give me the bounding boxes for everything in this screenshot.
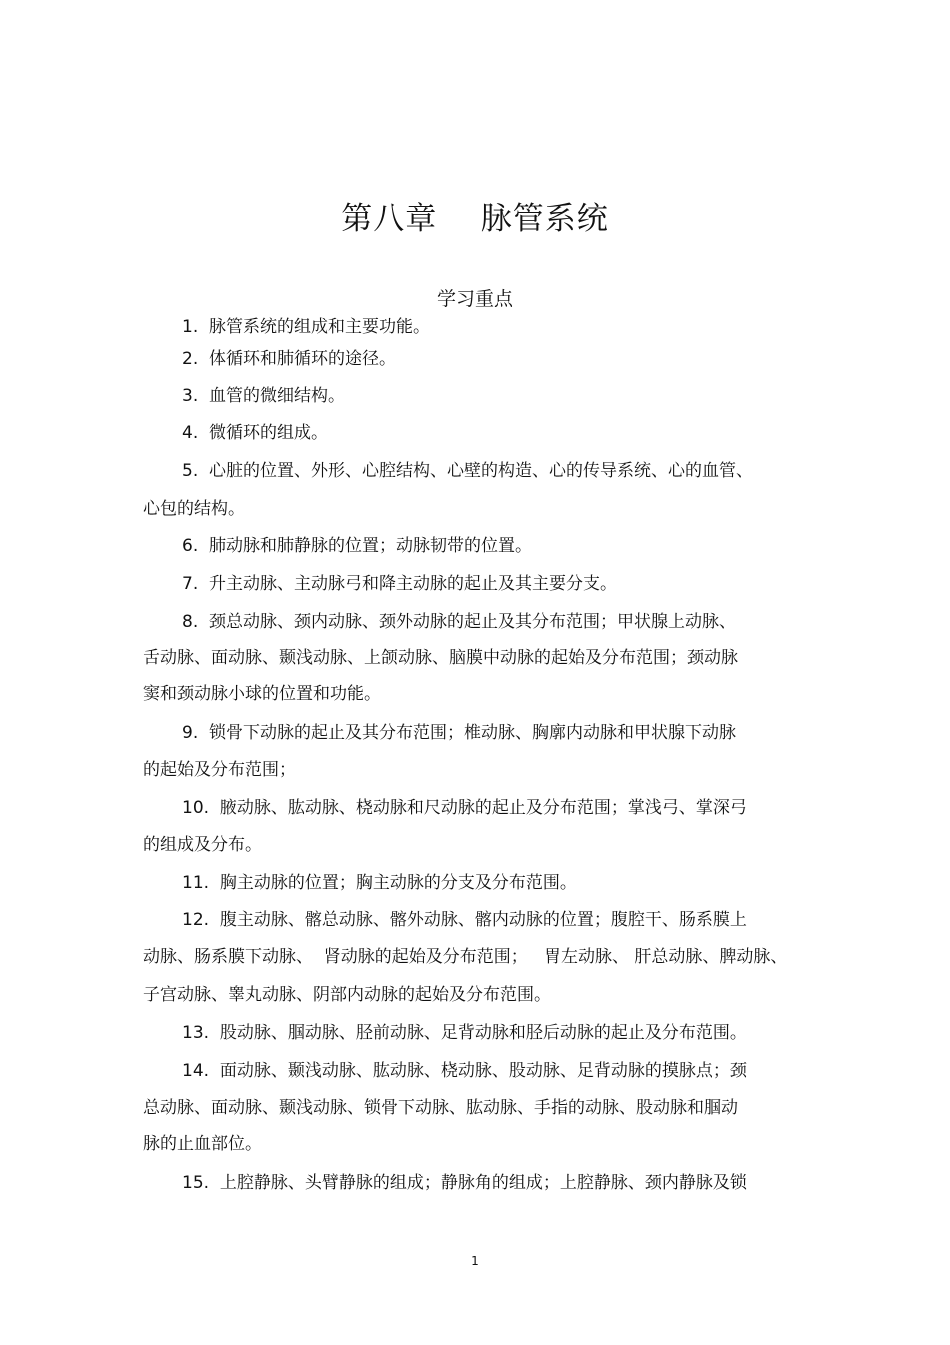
key-point-line: 11. 胸主动脉的位置；胸主动脉的分支及分布范围。 bbox=[182, 873, 577, 893]
key-point-continuation: 舌动脉、面动脉、颞浅动脉、上颌动脉、脑膜中动脉的起始及分布范围；颈动脉 bbox=[143, 648, 738, 668]
key-point-continuation: 窦和颈动脉小球的位置和功能。 bbox=[143, 684, 381, 704]
key-point-continuation: 的起始及分布范围； bbox=[143, 760, 296, 780]
key-point-line: 2. 体循环和肺循环的途径。 bbox=[182, 349, 397, 369]
key-point-line: 13. 股动脉、腘动脉、胫前动脉、足背动脉和胫后动脉的起止及分布范围。 bbox=[182, 1023, 747, 1043]
key-point-line: 8. 颈总动脉、颈内动脉、颈外动脉的起止及其分布范围；甲状腺上动脉、 bbox=[182, 612, 737, 632]
key-point-line: 5. 心脏的位置、外形、心腔结构、心壁的构造、心的传导系统、心的血管、 bbox=[182, 461, 754, 481]
key-point-continuation: 动脉、肠系膜下动脉、 肾动脉的起始及分布范围； 胃左动脉、 肝总动脉、脾动脉、 bbox=[143, 947, 788, 967]
key-point-line: 1. 脉管系统的组成和主要功能。 bbox=[182, 317, 431, 337]
section-title: 学习重点 bbox=[436, 288, 513, 310]
key-point-continuation: 心包的结构。 bbox=[143, 499, 245, 519]
key-point-line: 15. 上腔静脉、头臂静脉的组成；静脉角的组成；上腔静脉、颈内静脉及锁 bbox=[182, 1173, 747, 1193]
page-number: 1 bbox=[471, 1254, 479, 1268]
key-point-continuation: 的组成及分布。 bbox=[143, 835, 262, 855]
key-point-continuation: 脉的止血部位。 bbox=[143, 1134, 262, 1154]
key-point-line: 10. 腋动脉、肱动脉、桡动脉和尺动脉的起止及分布范围；掌浅弓、掌深弓 bbox=[182, 798, 747, 818]
key-point-continuation: 总动脉、面动脉、颞浅动脉、锁骨下动脉、肱动脉、手指的动脉、股动脉和腘动 bbox=[143, 1098, 738, 1118]
chapter-title: 第八章 脉管系统 bbox=[341, 201, 609, 237]
key-point-line: 9. 锁骨下动脉的起止及其分布范围；椎动脉、胸廓内动脉和甲状腺下动脉 bbox=[182, 723, 737, 743]
key-point-line: 3. 血管的微细结构。 bbox=[182, 386, 346, 406]
key-point-line: 7. 升主动脉、主动脉弓和降主动脉的起止及其主要分支。 bbox=[182, 574, 618, 594]
key-point-line: 6. 肺动脉和肺静脉的位置；动脉韧带的位置。 bbox=[182, 536, 533, 556]
key-point-line: 14. 面动脉、颞浅动脉、肱动脉、桡动脉、股动脉、足背动脉的摸脉点；颈 bbox=[182, 1061, 747, 1081]
key-point-continuation: 子宫动脉、睾丸动脉、阴部内动脉的起始及分布范围。 bbox=[143, 985, 551, 1005]
key-point-line: 12. 腹主动脉、髂总动脉、髂外动脉、髂内动脉的位置；腹腔干、肠系膜上 bbox=[182, 910, 747, 930]
key-point-line: 4. 微循环的组成。 bbox=[182, 423, 329, 443]
